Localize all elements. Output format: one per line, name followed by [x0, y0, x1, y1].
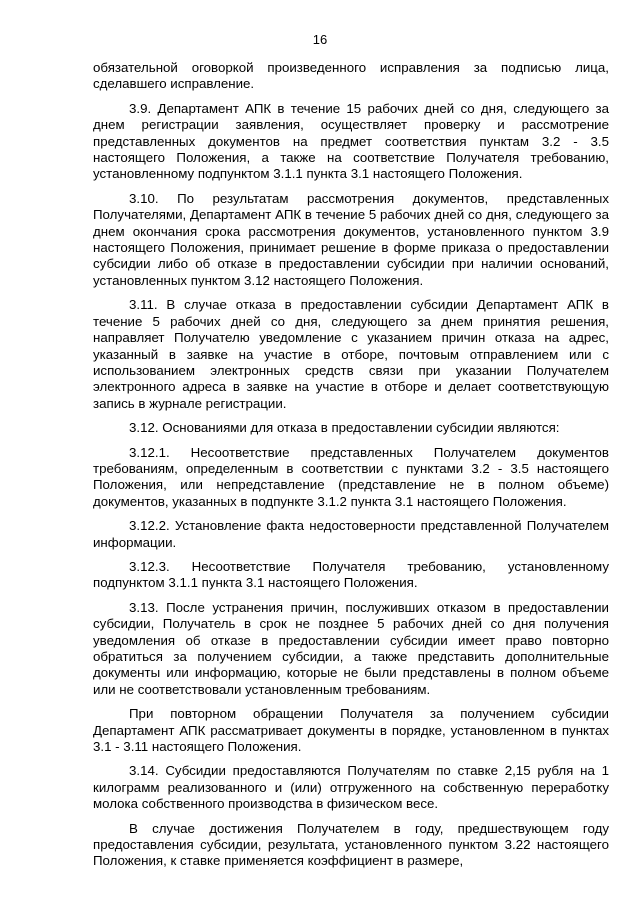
paragraph-3-10: 3.10. По результатам рассмотрения документов, представленных Получателями, Департамент АПК в течение 5 рабочих дней со дня, следующего за днем окончания срока рассмотрения документов, установленного пунктом 3.9 настоящего Положения, принимает решение в форме приказа о предоставлении субсидии либо об отказе в предоставлении субсидии при наличии оснований, установленных пунктом 3.12 настоящего Положения. [93, 190, 609, 288]
paragraph-3-14: 3.14. Субсидии предоставляются Получателям по ставке 2,15 рубля на 1 килограмм реализованного и (или) отгруженного на собственную переработку молока собственного производства в физическом весе. [93, 763, 609, 812]
paragraph-repeat-application: При повторном обращении Получателя за получением субсидии Департамент АПК рассматривает документы в порядке, установленном в пунктах 3.1 - 3.11 настоящего Положения. [93, 706, 609, 755]
paragraph-3-13: 3.13. После устранения причин, послуживших отказом в предоставлении субсидии, Получатель в срок не позднее 5 рабочих дней со дня получения уведомления об отказе в предоставлении субсидии имеет право повторно обратиться за получением субсидии, а также представить дополнительные документы или информацию, которые не были представлены в полном объеме или не соответствовали установленным требованиям. [93, 599, 609, 697]
paragraph-3-9: 3.9. Департамент АПК в течение 15 рабочих дней со дня, следующего за днем регистрации заявления, осуществляет проверку и рассмотрение представленных документов на предмет соответствия пунктам 3.2 - 3.5 настоящего Положения, а также на соответствие Получателя требованию, установленному подпунктом 3.1.1 пункта 3.1 настоящего Положения. [93, 100, 609, 182]
paragraph-3-12-3: 3.12.3. Несоответствие Получателя требованию, установленному подпунктом 3.1.1 пункта 3.1 настоящего Положения. [93, 558, 609, 591]
paragraph-3-12-2: 3.12.2. Установление факта недостоверности представленной Получателем информации. [93, 518, 609, 550]
paragraph-coefficient: В случае достижения Получателем в году, предшествующем году предоставления субсидии, результата, установленного пунктом 3.22 настоящего Положения, к ставке применяется коэффициент в размере, [93, 820, 609, 869]
paragraph-3-12: 3.12. Основаниями для отказа в предоставлении субсидии являются: [129, 420, 560, 436]
page-number: 16 [312, 32, 328, 47]
paragraph-continuation: обязательной оговоркой произведенного исправления за подписью лица, сделавшего исправление. [93, 60, 609, 92]
document-body [93, 60, 609, 878]
paragraph-3-12-1: 3.12.1. Несоответствие представленных Получателем документов требованиям, определенным в соответствии с пунктами 3.2 - 3.5 настоящего Положения, или непредставление (представление не в полном объеме) документов, указанных в подпункте 3.1.2 пункта 3.1 настоящего Положения. [93, 444, 609, 509]
paragraph-3-11: 3.11. В случае отказа в предоставлении субсидии Департамент АПК в течение 5 рабочих дней со дня, следующего за днем принятия решения, направляет Получателю уведомление с указанием причин отказа на адрес, указанный в заявке на участие в отборе, почтовым отправлением или с использованием электронных средств связи при указании Получателем электронного адреса в заявке на участие в отборе и делает соответствующую запись в журнале регистрации. [93, 297, 609, 411]
